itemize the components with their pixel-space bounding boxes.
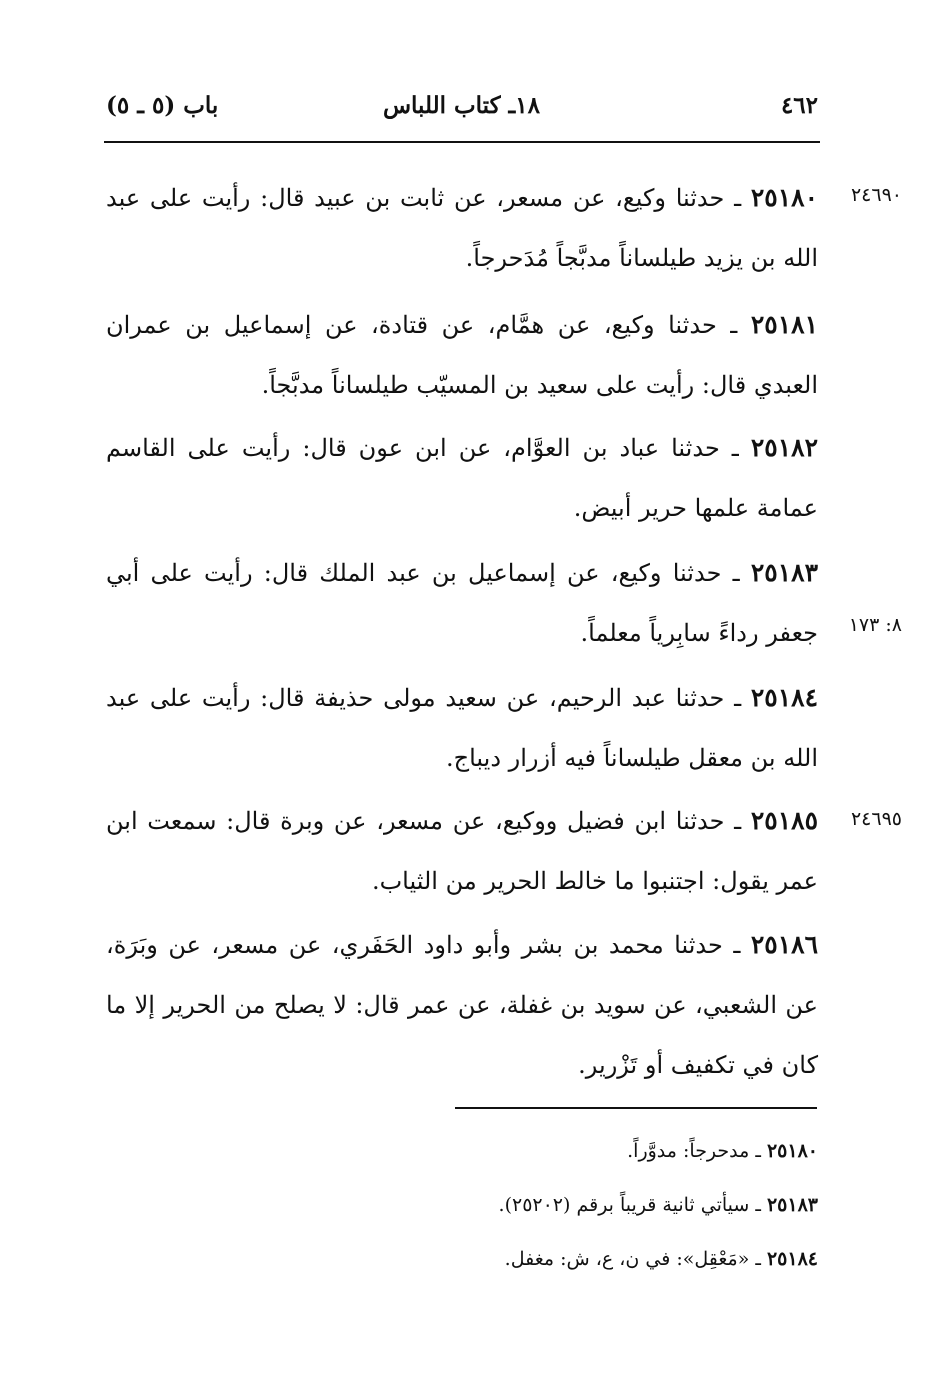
hadith-25186 [106, 915, 818, 1095]
hadith-number: ٢٥١٨٤ [750, 683, 818, 712]
hadith-number: ٢٥١٨٠ [750, 183, 818, 212]
hadith-text: ـ حدثنا ابن فضيل ووكيع، عن مسعر، عن وبرة قال: سمعت ابن عمر يقول: اجتنبوا ما خالط الحرير من الثياب. [106, 807, 818, 895]
hadith-text: ـ حدثنا عبد الرحيم، عن سعيد مولى حذيفة قال: رأيت على عبد الله بن معقل طيلساناً فيه أزرار ديباج. [106, 684, 818, 772]
hadith-25184 [106, 668, 818, 788]
footnote-number: ٢٥١٨٣ [766, 1194, 818, 1216]
hadith-text: ـ حدثنا عباد بن العوَّام، عن ابن عون قال: رأيت على القاسم عمامة علمها حرير أبيض. [106, 434, 818, 522]
header-rule [104, 141, 820, 143]
hadith-number: ٢٥١٨١ [750, 310, 818, 339]
hadith-number: ٢٥١٨٢ [750, 433, 818, 462]
hadith-number: ٢٥١٨٣ [750, 558, 818, 587]
hadith-25183 [106, 543, 818, 663]
footnote-text: ـ سيأتي ثانية قريباً برقم (٢٥٢٠٢). [498, 1194, 767, 1216]
footnote-number: ٢٥١٨٤ [766, 1248, 818, 1270]
page-number: ٤٦٢ [780, 92, 818, 119]
footnote-rule [455, 1107, 817, 1109]
hadith-number: ٢٥١٨٥ [750, 806, 818, 835]
book-title: ١٨ـ كتاب اللباس [382, 92, 540, 119]
footnote [258, 1140, 818, 1162]
footnote-text: ـ مدحرجاً: مدوَّراً. [627, 1140, 767, 1162]
hadith-25185 [106, 791, 818, 911]
hadith-25182 [106, 418, 818, 538]
hadith-number: ٢٥١٨٦ [750, 930, 818, 959]
footnote-text: ـ «مَعْقِل»: في ن، ع، ش: مغفل. [504, 1248, 767, 1270]
hadith-text: ـ حدثنا وكيع، عن همَّام، عن قتادة، عن إسماعيل بن عمران العبدي قال: رأيت على سعيد بن المسيّب طيلساناً مدبَّجاً. [106, 311, 818, 399]
hadith-25181 [106, 295, 818, 415]
hadith-text: ـ حدثنا وكيع، عن إسماعيل بن عبد الملك قال: رأيت على أبي جعفر رداءً سابِرياً معلماً. [106, 559, 818, 647]
page-header [106, 92, 818, 132]
hadith-text: ـ حدثنا محمد بن بشر وأبو داود الحَفَري، عن مسعر، عن وبَرَة، عن الشعبي، عن سويد بن غفلة، عن عمر قال: لا يصلح من الحرير إلا ما كان في تكفيف أو تَزْرير. [106, 931, 818, 1079]
margin-note-reference: ٢٤٦٩٥ [850, 808, 902, 830]
margin-note-reference: ٢٤٦٩٠ [850, 184, 902, 206]
footnote-number: ٢٥١٨٠ [766, 1140, 818, 1162]
margin-note-volume-page: ٨: ١٧٣ [848, 614, 902, 636]
hadith-25180 [106, 168, 818, 288]
footnote [258, 1248, 818, 1270]
hadith-text: ـ حدثنا وكيع، عن مسعر، عن ثابت بن عبيد قال: رأيت على عبد الله بن يزيد طيلساناً مدبَّجاً مُدَحرجاً. [106, 184, 818, 272]
chapter-section: باب (٥ ـ ٥) [106, 92, 219, 119]
footnote [258, 1194, 818, 1216]
